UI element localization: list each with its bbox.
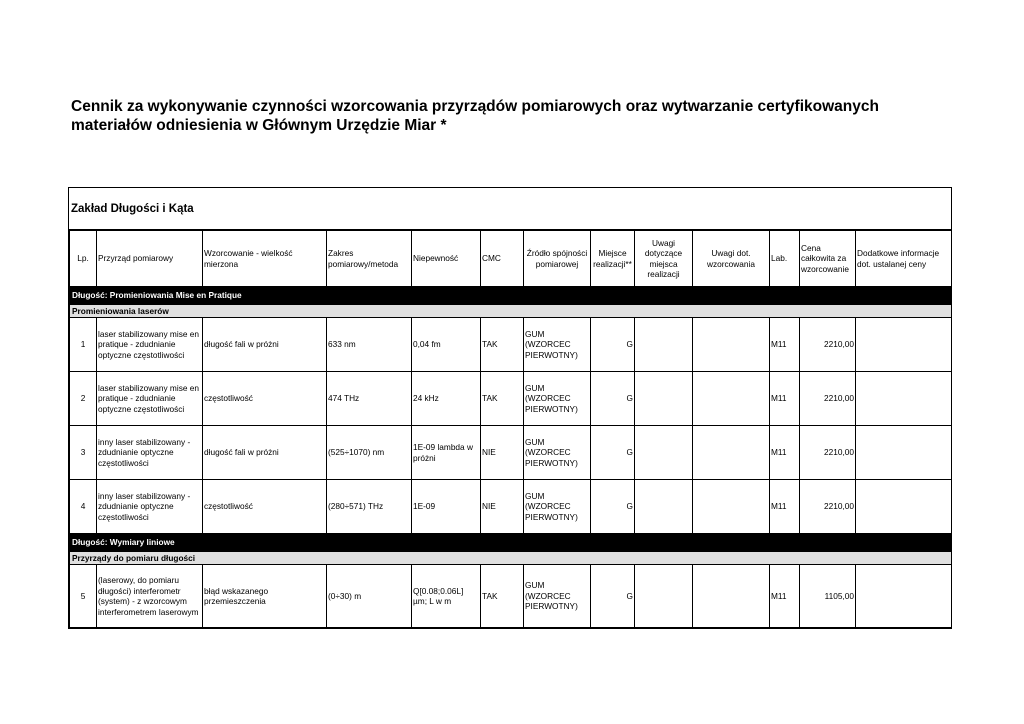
- price-table: [69, 230, 952, 628]
- subsection-title: Przyrządy do pomiaru długości: [70, 552, 952, 565]
- subsection-row: [70, 305, 952, 318]
- cell-notes: [693, 426, 770, 480]
- cell-instrument: inny laser stabilizowany - zdudnianie optyczne częstotliwości: [97, 426, 203, 480]
- table-row: [70, 318, 952, 372]
- header-quantity: Wzorcowanie - wielkość mierzona: [203, 231, 327, 287]
- cell-lp: 1: [70, 318, 97, 372]
- cell-lp: 4: [70, 480, 97, 534]
- cell-price: 2210,00: [800, 318, 856, 372]
- cell-uncertainty: 24 kHz: [412, 372, 481, 426]
- cell-cmc: NIE: [481, 426, 524, 480]
- cell-extra: [856, 565, 952, 628]
- cell-range: 633 nm: [327, 318, 412, 372]
- cell-cmc: TAK: [481, 318, 524, 372]
- cell-quantity: częstotliwość: [203, 480, 327, 534]
- cell-lp: 3: [70, 426, 97, 480]
- cell-source: GUM (WZORCEC PIERWOTNY): [524, 318, 591, 372]
- cell-notes: [693, 480, 770, 534]
- section-title: Długość: Wymiary liniowe: [70, 534, 952, 552]
- cell-lp: 2: [70, 372, 97, 426]
- cell-range: (0÷30) m: [327, 565, 412, 628]
- subsection-title: Promieniowania laserów: [70, 305, 952, 318]
- header-price: Cena całkowita za wzorcowanie: [800, 231, 856, 287]
- subsection-row: [70, 552, 952, 565]
- header-lp: Lp.: [70, 231, 97, 287]
- cell-notes: [693, 565, 770, 628]
- cell-uncertainty: 0,04 fm: [412, 318, 481, 372]
- cell-source: GUM (WZORCEC PIERWOTNY): [524, 480, 591, 534]
- cell-instrument: inny laser stabilizowany - zdudnianie optyczne częstotliwości: [97, 480, 203, 534]
- cell-quantity: długość fali w próżni: [203, 318, 327, 372]
- cell-place-notes: [635, 372, 693, 426]
- header-place-notes: Uwagi dotyczące miejsca realizacji: [635, 231, 693, 287]
- cell-extra: [856, 480, 952, 534]
- cell-instrument: laser stabilizowany mise en pratique - zdudnianie optyczne częstotliwości: [97, 318, 203, 372]
- cell-lab: M11: [770, 318, 800, 372]
- cell-place: G: [591, 426, 635, 480]
- cell-source: GUM (WZORCEC PIERWOTNY): [524, 565, 591, 628]
- cell-place: G: [591, 318, 635, 372]
- cell-cmc: NIE: [481, 480, 524, 534]
- header-row: [70, 231, 952, 287]
- table-row: [70, 426, 952, 480]
- price-table-frame: [68, 187, 952, 629]
- cell-notes: [693, 318, 770, 372]
- cell-price: 1105,00: [800, 565, 856, 628]
- header-instrument: Przyrząd pomiarowy: [97, 231, 203, 287]
- section-row: [70, 534, 952, 552]
- cell-lab: M11: [770, 565, 800, 628]
- header-place: Miejsce realizacji**: [591, 231, 635, 287]
- cell-range: (280÷571) THz: [327, 480, 412, 534]
- cell-notes: [693, 372, 770, 426]
- cell-uncertainty: Q[0.08;0.06L] µm; L w m: [412, 565, 481, 628]
- cell-range: 474 THz: [327, 372, 412, 426]
- cell-place: G: [591, 480, 635, 534]
- section-title: Długość: Promieniowania Mise en Pratique: [70, 287, 952, 305]
- cell-place-notes: [635, 480, 693, 534]
- cell-quantity: częstotliwość: [203, 372, 327, 426]
- cell-extra: [856, 318, 952, 372]
- cell-source: GUM (WZORCEC PIERWOTNY): [524, 426, 591, 480]
- cell-cmc: TAK: [481, 565, 524, 628]
- header-lab: Lab.: [770, 231, 800, 287]
- cell-range: (525÷1070) nm: [327, 426, 412, 480]
- cell-quantity: długość fali w próżni: [203, 426, 327, 480]
- page-title: Cennik za wykonywanie czynności wzorcowania przyrządów pomiarowych oraz wytwarzanie certyfikowanych materiałów odniesienia w Głównym Urzędzie Miar *: [71, 98, 879, 134]
- cell-extra: [856, 426, 952, 480]
- header-extra: Dodatkowe informacje dot. ustalanej ceny: [856, 231, 952, 287]
- table-row: [70, 372, 952, 426]
- cell-price: 2210,00: [800, 372, 856, 426]
- cell-instrument: laser stabilizowany mise en pratique - zdudnianie optyczne częstotliwości: [97, 372, 203, 426]
- cell-source: GUM (WZORCEC PIERWOTNY): [524, 372, 591, 426]
- table-row: [70, 480, 952, 534]
- header-uncertainty: Niepewność: [412, 231, 481, 287]
- cell-place-notes: [635, 426, 693, 480]
- cell-price: 2210,00: [800, 480, 856, 534]
- header-notes: Uwagi dot. wzorcowania: [693, 231, 770, 287]
- section-row: [70, 287, 952, 305]
- cell-lab: M11: [770, 480, 800, 534]
- cell-uncertainty: 1E-09 lambda w próżni: [412, 426, 481, 480]
- cell-instrument: (laserowy, do pomiaru długości) interferometr (system) - z wzorcowym interferometrem laserowym: [97, 565, 203, 628]
- table-row: [70, 565, 952, 628]
- cell-cmc: TAK: [481, 372, 524, 426]
- cell-place: G: [591, 565, 635, 628]
- cell-uncertainty: 1E-09: [412, 480, 481, 534]
- cell-place-notes: [635, 318, 693, 372]
- cell-price: 2210,00: [800, 426, 856, 480]
- cell-quantity: błąd wskazanego przemieszczenia: [203, 565, 327, 628]
- cell-lab: M11: [770, 426, 800, 480]
- header-source: Źródło spójności pomiarowej: [524, 231, 591, 287]
- department-title: Zakład Długości i Kąta: [69, 188, 951, 230]
- header-cmc: CMC: [481, 231, 524, 287]
- header-range: Zakres pomiarowy/metoda: [327, 231, 412, 287]
- cell-place: G: [591, 372, 635, 426]
- cell-lp: 5: [70, 565, 97, 628]
- cell-place-notes: [635, 565, 693, 628]
- cell-lab: M11: [770, 372, 800, 426]
- cell-extra: [856, 372, 952, 426]
